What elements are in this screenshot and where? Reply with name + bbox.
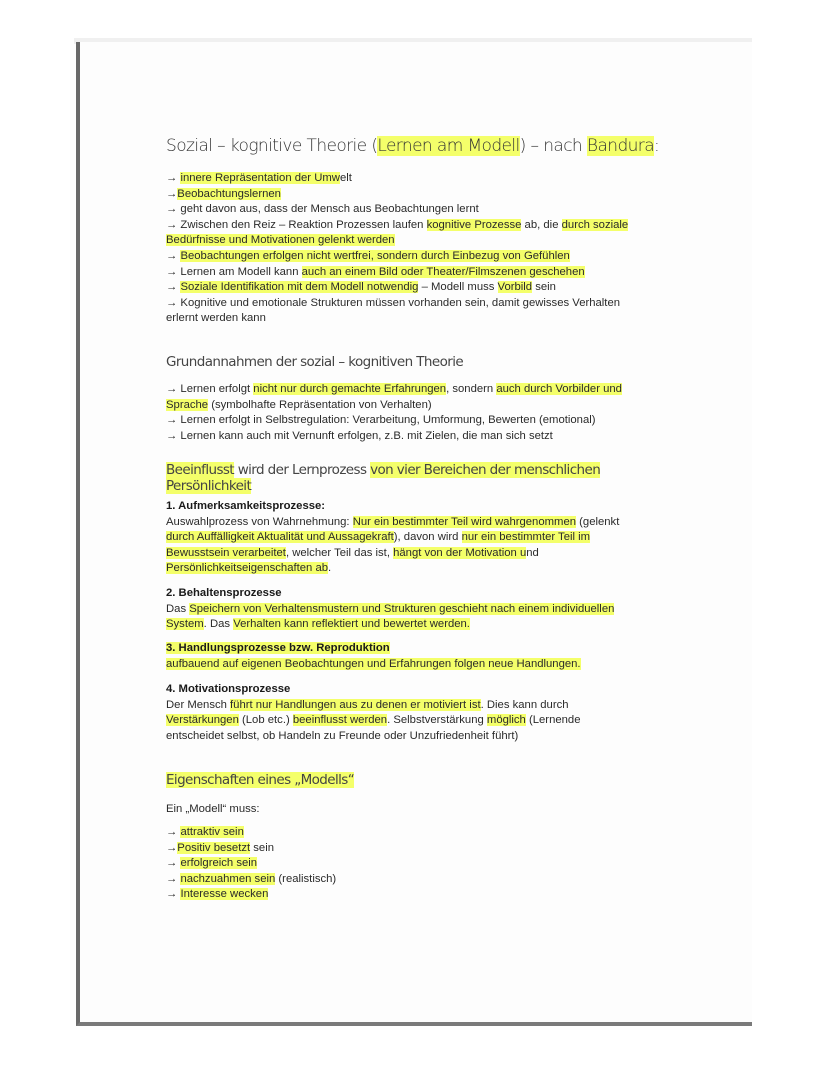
intro-list (166, 171, 686, 327)
eigenschaften-list (166, 825, 686, 903)
list-item: → Kognitive und emotionale Strukturen müssen vorhanden sein, damit gewisses Verhalten (166, 296, 621, 309)
list-item: → attraktiv sein (166, 826, 244, 838)
list-item: → erfolgreich sein (166, 857, 258, 870)
section-title: 3. Handlungsprozesse bzw. Reproduktion (166, 642, 390, 654)
list-item: → Lernen am Modell kann auch an einem Bild oder Theater/Filmszenen geschehen (166, 265, 585, 278)
section-motivation: 4. Motivationsprozesse Der Mensch führt nur Handlungen aus zu denen er motiviert ist. Dies kann durch Verstärkungen (Lob etc.) beeinflusst werden. Selbstverstärkung möglich (Lernende entscheidet selbst, ob Handeln zu Freunde oder Unzufriedenheit führt) (166, 683, 581, 742)
page-title: Sozial – kognitive Theorie (Lernen am Modell) – nach Bandura: (166, 136, 660, 156)
list-item: → geht davon aus, dass der Mensch aus Beobachtungen lernt (166, 203, 479, 216)
section-title: 4. Motivationsprozesse (166, 683, 291, 695)
list-item: → Zwischen den Reiz – Reaktion Prozessen laufen kognitive Prozesse ab, die durch soziale (166, 218, 629, 231)
section-title: 1. Aufmerksamkeitsprozesse: (166, 500, 326, 512)
list-item: → nachzuahmen sein (realistisch) (166, 872, 337, 885)
list-item: erlernt werden kann (166, 312, 266, 325)
list-item: Bedürfnisse und Motivationen gelenkt werden (166, 234, 395, 247)
eigenschaften-intro: Ein „Modell“ muss: (166, 803, 260, 815)
list-item: → Interesse wecken (166, 888, 269, 901)
section-behalten: 2. Behaltensprozesse Das Speichern von Verhaltensmustern und Strukturen geschieht nach einem individuellen System. Das Verhalten kann reflektiert und bewertet werden. (166, 587, 615, 631)
list-item: Sprache (symbolhafte Repräsentation von Verhalten) (166, 398, 432, 411)
list-item: → Lernen erfolgt nicht nur durch gemachte Erfahrungen, sondern auch durch Vorbilder und (166, 383, 622, 395)
section-heading-grundannahmen: Grundannahmen der sozial – kognitiven Theorie (166, 354, 464, 370)
section-handlung: 3. Handlungsprozesse bzw. Reproduktion aufbauend auf eigenen Beobachtungen und Erfahrungen folgen neue Handlungen. (166, 642, 581, 670)
grundannahmen-list (166, 382, 686, 444)
list-item: → Lernen erfolgt in Selbstregulation: Verarbeitung, Umformung, Bewerten (emotional) (166, 414, 596, 427)
list-item: → Lernen kann auch mit Vernunft erfolgen, z.B. mit Zielen, die man sich setzt (166, 429, 553, 442)
list-item: → Beobachtungen erfolgen nicht wertfrei, sondern durch Einbezug von Gefühlen (166, 249, 570, 262)
list-item: → innere Repräsentation der Umwelt (166, 172, 352, 184)
list-item: →Beobachtungslernen (166, 187, 281, 200)
section-heading-eigenschaften: Eigenschaften eines „Modells“ (166, 772, 355, 788)
section-title: 2. Behaltensprozesse (166, 587, 282, 599)
section-heading-bereiche: Beeinflusst wird der Lernprozess von vier Bereichen der menschlichen Persönlichkeit (166, 462, 601, 494)
list-item: →Positiv besetzt sein (166, 841, 275, 854)
section-aufmerksamkeit: 1. Aufmerksamkeitsprozesse: Auswahlprozess von Wahrnehmung: Nur ein bestimmter Teil wird wahrgenommen (gelenkt durch Auffälligkeit Aktualität und Aussagekraft), davon wird nur ein bestimmter Teil im Bewusstsein verarbeitet, welcher Teil das ist, hängt von der Motivation und Persönlichkeitseigenschaften ab. (166, 500, 620, 575)
list-item: → Soziale Identifikation mit dem Modell notwendig – Modell muss Vorbild sein (166, 281, 556, 294)
